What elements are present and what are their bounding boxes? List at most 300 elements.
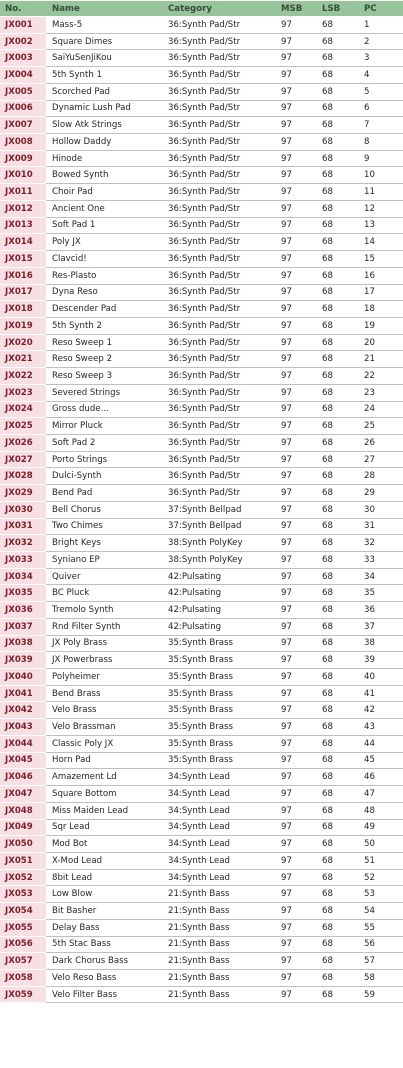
cell-category: 36:Synth Pad/Str xyxy=(168,385,281,402)
cell-number: JX004 xyxy=(0,67,46,84)
cell-msb: 97 xyxy=(281,17,322,34)
cell-number: JX024 xyxy=(0,402,46,419)
cell-lsb: 68 xyxy=(322,268,364,285)
cell-name: Dulci-Synth xyxy=(46,468,168,485)
cell-number: JX013 xyxy=(0,218,46,235)
cell-pc: 39 xyxy=(364,652,403,669)
cell-lsb: 68 xyxy=(322,167,364,184)
cell-msb: 97 xyxy=(281,519,322,536)
table-body xyxy=(0,17,403,1003)
cell-number: JX033 xyxy=(0,552,46,569)
table-row xyxy=(0,468,403,485)
cell-category: 36:Synth Pad/Str xyxy=(168,368,281,385)
cell-msb: 97 xyxy=(281,853,322,870)
cell-msb: 97 xyxy=(281,402,322,419)
cell-category: 36:Synth Pad/Str xyxy=(168,184,281,201)
cell-category: 36:Synth Pad/Str xyxy=(168,351,281,368)
cell-lsb: 68 xyxy=(322,84,364,101)
cell-msb: 97 xyxy=(281,886,322,903)
cell-msb: 97 xyxy=(281,201,322,218)
cell-name: Bell Chorus xyxy=(46,502,168,519)
cell-number: JX027 xyxy=(0,452,46,469)
cell-lsb: 68 xyxy=(322,435,364,452)
cell-name: Bright Keys xyxy=(46,535,168,552)
cell-category: 36:Synth Pad/Str xyxy=(168,418,281,435)
cell-msb: 97 xyxy=(281,736,322,753)
table-row xyxy=(0,870,403,887)
cell-category: 36:Synth Pad/Str xyxy=(168,218,281,235)
table-row xyxy=(0,886,403,903)
cell-msb: 97 xyxy=(281,184,322,201)
cell-name: Tremolo Synth xyxy=(46,602,168,619)
cell-category: 36:Synth Pad/Str xyxy=(168,285,281,302)
table-row xyxy=(0,719,403,736)
cell-pc: 36 xyxy=(364,602,403,619)
cell-msb: 97 xyxy=(281,301,322,318)
cell-lsb: 68 xyxy=(322,786,364,803)
cell-number: JX008 xyxy=(0,134,46,151)
cell-pc: 49 xyxy=(364,820,403,837)
table-row xyxy=(0,953,403,970)
table-row xyxy=(0,502,403,519)
cell-number: JX044 xyxy=(0,736,46,753)
column-header-category: Category xyxy=(168,1,281,17)
cell-category: 37:Synth Bellpad xyxy=(168,519,281,536)
cell-number: JX001 xyxy=(0,17,46,34)
cell-number: JX016 xyxy=(0,268,46,285)
cell-lsb: 68 xyxy=(322,485,364,502)
cell-number: JX054 xyxy=(0,903,46,920)
cell-msb: 97 xyxy=(281,970,322,987)
cell-msb: 97 xyxy=(281,602,322,619)
cell-category: 36:Synth Pad/Str xyxy=(168,335,281,352)
cell-category: 34:Synth Lead xyxy=(168,803,281,820)
cell-name: Hollow Daddy xyxy=(46,134,168,151)
cell-msb: 97 xyxy=(281,820,322,837)
cell-category: 36:Synth Pad/Str xyxy=(168,402,281,419)
table-row xyxy=(0,585,403,602)
cell-name: Bend Pad xyxy=(46,485,168,502)
cell-category: 36:Synth Pad/Str xyxy=(168,101,281,118)
cell-pc: 28 xyxy=(364,468,403,485)
cell-category: 35:Synth Brass xyxy=(168,736,281,753)
cell-category: 36:Synth Pad/Str xyxy=(168,151,281,168)
cell-lsb: 68 xyxy=(322,519,364,536)
cell-msb: 97 xyxy=(281,368,322,385)
cell-msb: 97 xyxy=(281,552,322,569)
cell-name: SaiYuSenJiKou xyxy=(46,50,168,67)
cell-name: Poly JX xyxy=(46,234,168,251)
cell-msb: 97 xyxy=(281,418,322,435)
cell-lsb: 68 xyxy=(322,502,364,519)
cell-number: JX010 xyxy=(0,167,46,184)
cell-name: Mirror Pluck xyxy=(46,418,168,435)
cell-msb: 97 xyxy=(281,669,322,686)
table-row xyxy=(0,184,403,201)
cell-pc: 33 xyxy=(364,552,403,569)
cell-msb: 97 xyxy=(281,769,322,786)
cell-name: Res-Plasto xyxy=(46,268,168,285)
table-row xyxy=(0,769,403,786)
cell-pc: 22 xyxy=(364,368,403,385)
table-row xyxy=(0,686,403,703)
cell-msb: 97 xyxy=(281,117,322,134)
cell-lsb: 68 xyxy=(322,402,364,419)
table-row xyxy=(0,702,403,719)
cell-msb: 97 xyxy=(281,619,322,636)
table-row xyxy=(0,167,403,184)
cell-lsb: 68 xyxy=(322,50,364,67)
cell-name: Velo Filter Bass xyxy=(46,987,168,1004)
cell-msb: 97 xyxy=(281,502,322,519)
table-row xyxy=(0,853,403,870)
cell-category: 21:Synth Bass xyxy=(168,987,281,1004)
cell-category: 21:Synth Bass xyxy=(168,903,281,920)
cell-number: JX022 xyxy=(0,368,46,385)
table-row xyxy=(0,903,403,920)
cell-category: 36:Synth Pad/Str xyxy=(168,435,281,452)
cell-category: 35:Synth Brass xyxy=(168,702,281,719)
cell-msb: 97 xyxy=(281,987,322,1004)
cell-name: 5th Synth 2 xyxy=(46,318,168,335)
cell-lsb: 68 xyxy=(322,886,364,903)
cell-pc: 44 xyxy=(364,736,403,753)
cell-lsb: 68 xyxy=(322,318,364,335)
cell-number: JX009 xyxy=(0,151,46,168)
table-row xyxy=(0,519,403,536)
cell-pc: 52 xyxy=(364,870,403,887)
cell-number: JX046 xyxy=(0,769,46,786)
column-header-lsb: LSB xyxy=(322,1,364,17)
cell-lsb: 68 xyxy=(322,234,364,251)
cell-msb: 97 xyxy=(281,167,322,184)
cell-pc: 10 xyxy=(364,167,403,184)
cell-lsb: 68 xyxy=(322,719,364,736)
cell-number: JX028 xyxy=(0,468,46,485)
cell-msb: 97 xyxy=(281,686,322,703)
table-row xyxy=(0,669,403,686)
table-row xyxy=(0,368,403,385)
cell-msb: 97 xyxy=(281,318,322,335)
table-row xyxy=(0,335,403,352)
cell-msb: 97 xyxy=(281,937,322,954)
cell-name: Horn Pad xyxy=(46,753,168,770)
cell-msb: 97 xyxy=(281,535,322,552)
cell-category: 42:Pulsating xyxy=(168,569,281,586)
cell-pc: 42 xyxy=(364,702,403,719)
cell-number: JX035 xyxy=(0,585,46,602)
cell-lsb: 68 xyxy=(322,602,364,619)
cell-pc: 54 xyxy=(364,903,403,920)
table-row xyxy=(0,50,403,67)
cell-name: Soft Pad 2 xyxy=(46,435,168,452)
cell-category: 35:Synth Brass xyxy=(168,686,281,703)
table-row xyxy=(0,920,403,937)
cell-name: Reso Sweep 1 xyxy=(46,335,168,352)
table-row xyxy=(0,151,403,168)
cell-lsb: 68 xyxy=(322,836,364,853)
cell-pc: 5 xyxy=(364,84,403,101)
cell-lsb: 68 xyxy=(322,702,364,719)
cell-name: Delay Bass xyxy=(46,920,168,937)
cell-category: 35:Synth Brass xyxy=(168,652,281,669)
table-row xyxy=(0,435,403,452)
cell-lsb: 68 xyxy=(322,820,364,837)
table-row xyxy=(0,34,403,51)
cell-pc: 16 xyxy=(364,268,403,285)
cell-pc: 25 xyxy=(364,418,403,435)
table-row xyxy=(0,285,403,302)
cell-pc: 15 xyxy=(364,251,403,268)
cell-pc: 3 xyxy=(364,50,403,67)
cell-category: 42:Pulsating xyxy=(168,619,281,636)
cell-lsb: 68 xyxy=(322,569,364,586)
cell-msb: 97 xyxy=(281,569,322,586)
table-row xyxy=(0,753,403,770)
cell-name: Descender Pad xyxy=(46,301,168,318)
cell-category: 34:Synth Lead xyxy=(168,769,281,786)
cell-category: 36:Synth Pad/Str xyxy=(168,84,281,101)
cell-msb: 97 xyxy=(281,702,322,719)
cell-pc: 58 xyxy=(364,970,403,987)
cell-pc: 8 xyxy=(364,134,403,151)
cell-name: Scorched Pad xyxy=(46,84,168,101)
table-row xyxy=(0,736,403,753)
cell-pc: 27 xyxy=(364,452,403,469)
cell-msb: 97 xyxy=(281,268,322,285)
cell-pc: 50 xyxy=(364,836,403,853)
table-row xyxy=(0,652,403,669)
table-row xyxy=(0,937,403,954)
cell-category: 42:Pulsating xyxy=(168,585,281,602)
cell-pc: 40 xyxy=(364,669,403,686)
cell-category: 21:Synth Bass xyxy=(168,970,281,987)
cell-msb: 97 xyxy=(281,134,322,151)
cell-name: Syniano EP xyxy=(46,552,168,569)
cell-name: Mass-5 xyxy=(46,17,168,34)
patch-table xyxy=(0,1,403,1003)
cell-pc: 21 xyxy=(364,351,403,368)
cell-number: JX011 xyxy=(0,184,46,201)
cell-number: JX048 xyxy=(0,803,46,820)
cell-lsb: 68 xyxy=(322,335,364,352)
cell-pc: 30 xyxy=(364,502,403,519)
table-row xyxy=(0,268,403,285)
cell-name: Two Chimes xyxy=(46,519,168,536)
cell-number: JX039 xyxy=(0,652,46,669)
cell-pc: 59 xyxy=(364,987,403,1004)
cell-category: 21:Synth Bass xyxy=(168,953,281,970)
table-row xyxy=(0,418,403,435)
cell-name: Velo Brass xyxy=(46,702,168,719)
cell-pc: 43 xyxy=(364,719,403,736)
cell-pc: 55 xyxy=(364,920,403,937)
cell-lsb: 68 xyxy=(322,134,364,151)
cell-name: JX Poly Brass xyxy=(46,636,168,653)
cell-number: JX012 xyxy=(0,201,46,218)
table-row xyxy=(0,569,403,586)
cell-number: JX002 xyxy=(0,34,46,51)
table-row xyxy=(0,218,403,235)
cell-number: JX049 xyxy=(0,820,46,837)
table-row xyxy=(0,234,403,251)
table-row xyxy=(0,987,403,1004)
cell-msb: 97 xyxy=(281,251,322,268)
cell-msb: 97 xyxy=(281,585,322,602)
cell-category: 36:Synth Pad/Str xyxy=(168,452,281,469)
cell-category: 36:Synth Pad/Str xyxy=(168,318,281,335)
cell-name: Low Blow xyxy=(46,886,168,903)
cell-number: JX005 xyxy=(0,84,46,101)
cell-lsb: 68 xyxy=(322,853,364,870)
cell-pc: 19 xyxy=(364,318,403,335)
cell-number: JX031 xyxy=(0,519,46,536)
cell-category: 36:Synth Pad/Str xyxy=(168,50,281,67)
cell-lsb: 68 xyxy=(322,987,364,1004)
cell-name: Amazement Ld xyxy=(46,769,168,786)
column-header-number: No. xyxy=(0,1,46,17)
cell-msb: 97 xyxy=(281,870,322,887)
cell-category: 38:Synth PolyKey xyxy=(168,552,281,569)
cell-category: 36:Synth Pad/Str xyxy=(168,468,281,485)
table-row xyxy=(0,535,403,552)
table-row xyxy=(0,602,403,619)
cell-category: 35:Synth Brass xyxy=(168,636,281,653)
cell-name: BC Pluck xyxy=(46,585,168,602)
cell-msb: 97 xyxy=(281,351,322,368)
cell-lsb: 68 xyxy=(322,937,364,954)
cell-msb: 97 xyxy=(281,803,322,820)
cell-category: 36:Synth Pad/Str xyxy=(168,201,281,218)
cell-category: 38:Synth PolyKey xyxy=(168,535,281,552)
cell-msb: 97 xyxy=(281,836,322,853)
cell-number: JX055 xyxy=(0,920,46,937)
cell-lsb: 68 xyxy=(322,351,364,368)
cell-pc: 29 xyxy=(364,485,403,502)
table-row xyxy=(0,636,403,653)
cell-name: Soft Pad 1 xyxy=(46,218,168,235)
cell-category: 36:Synth Pad/Str xyxy=(168,234,281,251)
cell-lsb: 68 xyxy=(322,201,364,218)
cell-pc: 23 xyxy=(364,385,403,402)
cell-pc: 26 xyxy=(364,435,403,452)
cell-number: JX056 xyxy=(0,937,46,954)
cell-pc: 4 xyxy=(364,67,403,84)
cell-number: JX018 xyxy=(0,301,46,318)
cell-number: JX045 xyxy=(0,753,46,770)
table-row xyxy=(0,101,403,118)
cell-name: X-Mod Lead xyxy=(46,853,168,870)
cell-lsb: 68 xyxy=(322,67,364,84)
cell-number: JX041 xyxy=(0,686,46,703)
cell-number: JX042 xyxy=(0,702,46,719)
cell-category: 36:Synth Pad/Str xyxy=(168,268,281,285)
cell-name: Square Bottom xyxy=(46,786,168,803)
cell-number: JX007 xyxy=(0,117,46,134)
cell-name: 5th Stac Bass xyxy=(46,937,168,954)
cell-lsb: 68 xyxy=(322,920,364,937)
cell-lsb: 68 xyxy=(322,285,364,302)
cell-category: 36:Synth Pad/Str xyxy=(168,251,281,268)
cell-number: JX017 xyxy=(0,285,46,302)
cell-category: 36:Synth Pad/Str xyxy=(168,34,281,51)
cell-name: Slow Atk Strings xyxy=(46,117,168,134)
table-row xyxy=(0,619,403,636)
table-row xyxy=(0,836,403,853)
cell-number: JX037 xyxy=(0,619,46,636)
cell-category: 21:Synth Bass xyxy=(168,920,281,937)
cell-pc: 56 xyxy=(364,937,403,954)
cell-pc: 2 xyxy=(364,34,403,51)
cell-pc: 41 xyxy=(364,686,403,703)
cell-pc: 1 xyxy=(364,17,403,34)
cell-name: Velo Reso Bass xyxy=(46,970,168,987)
cell-number: JX051 xyxy=(0,853,46,870)
table-row xyxy=(0,67,403,84)
cell-msb: 97 xyxy=(281,953,322,970)
cell-category: 21:Synth Bass xyxy=(168,937,281,954)
cell-pc: 35 xyxy=(364,585,403,602)
cell-pc: 57 xyxy=(364,953,403,970)
table-header-row xyxy=(0,1,403,17)
table-row xyxy=(0,820,403,837)
cell-category: 34:Synth Lead xyxy=(168,870,281,887)
table-row xyxy=(0,134,403,151)
cell-number: JX053 xyxy=(0,886,46,903)
cell-lsb: 68 xyxy=(322,736,364,753)
cell-category: 35:Synth Brass xyxy=(168,669,281,686)
cell-pc: 32 xyxy=(364,535,403,552)
cell-lsb: 68 xyxy=(322,970,364,987)
cell-pc: 31 xyxy=(364,519,403,536)
table-row xyxy=(0,17,403,34)
cell-lsb: 68 xyxy=(322,251,364,268)
cell-lsb: 68 xyxy=(322,903,364,920)
cell-msb: 97 xyxy=(281,101,322,118)
cell-pc: 12 xyxy=(364,201,403,218)
cell-number: JX040 xyxy=(0,669,46,686)
cell-name: Severed Strings xyxy=(46,385,168,402)
cell-msb: 97 xyxy=(281,50,322,67)
cell-number: JX026 xyxy=(0,435,46,452)
cell-name: Bowed Synth xyxy=(46,167,168,184)
cell-lsb: 68 xyxy=(322,870,364,887)
cell-msb: 97 xyxy=(281,385,322,402)
cell-lsb: 68 xyxy=(322,218,364,235)
cell-pc: 18 xyxy=(364,301,403,318)
table-row xyxy=(0,485,403,502)
cell-msb: 97 xyxy=(281,468,322,485)
cell-category: 36:Synth Pad/Str xyxy=(168,67,281,84)
cell-lsb: 68 xyxy=(322,803,364,820)
cell-msb: 97 xyxy=(281,34,322,51)
cell-pc: 48 xyxy=(364,803,403,820)
cell-number: JX052 xyxy=(0,870,46,887)
cell-lsb: 68 xyxy=(322,753,364,770)
cell-name: Choir Pad xyxy=(46,184,168,201)
cell-lsb: 68 xyxy=(322,769,364,786)
cell-number: JX057 xyxy=(0,953,46,970)
cell-msb: 97 xyxy=(281,920,322,937)
cell-name: Miss Maiden Lead xyxy=(46,803,168,820)
cell-name: 5th Synth 1 xyxy=(46,67,168,84)
cell-lsb: 68 xyxy=(322,151,364,168)
cell-pc: 37 xyxy=(364,619,403,636)
table-row xyxy=(0,301,403,318)
table-row xyxy=(0,786,403,803)
cell-number: JX029 xyxy=(0,485,46,502)
cell-lsb: 68 xyxy=(322,652,364,669)
